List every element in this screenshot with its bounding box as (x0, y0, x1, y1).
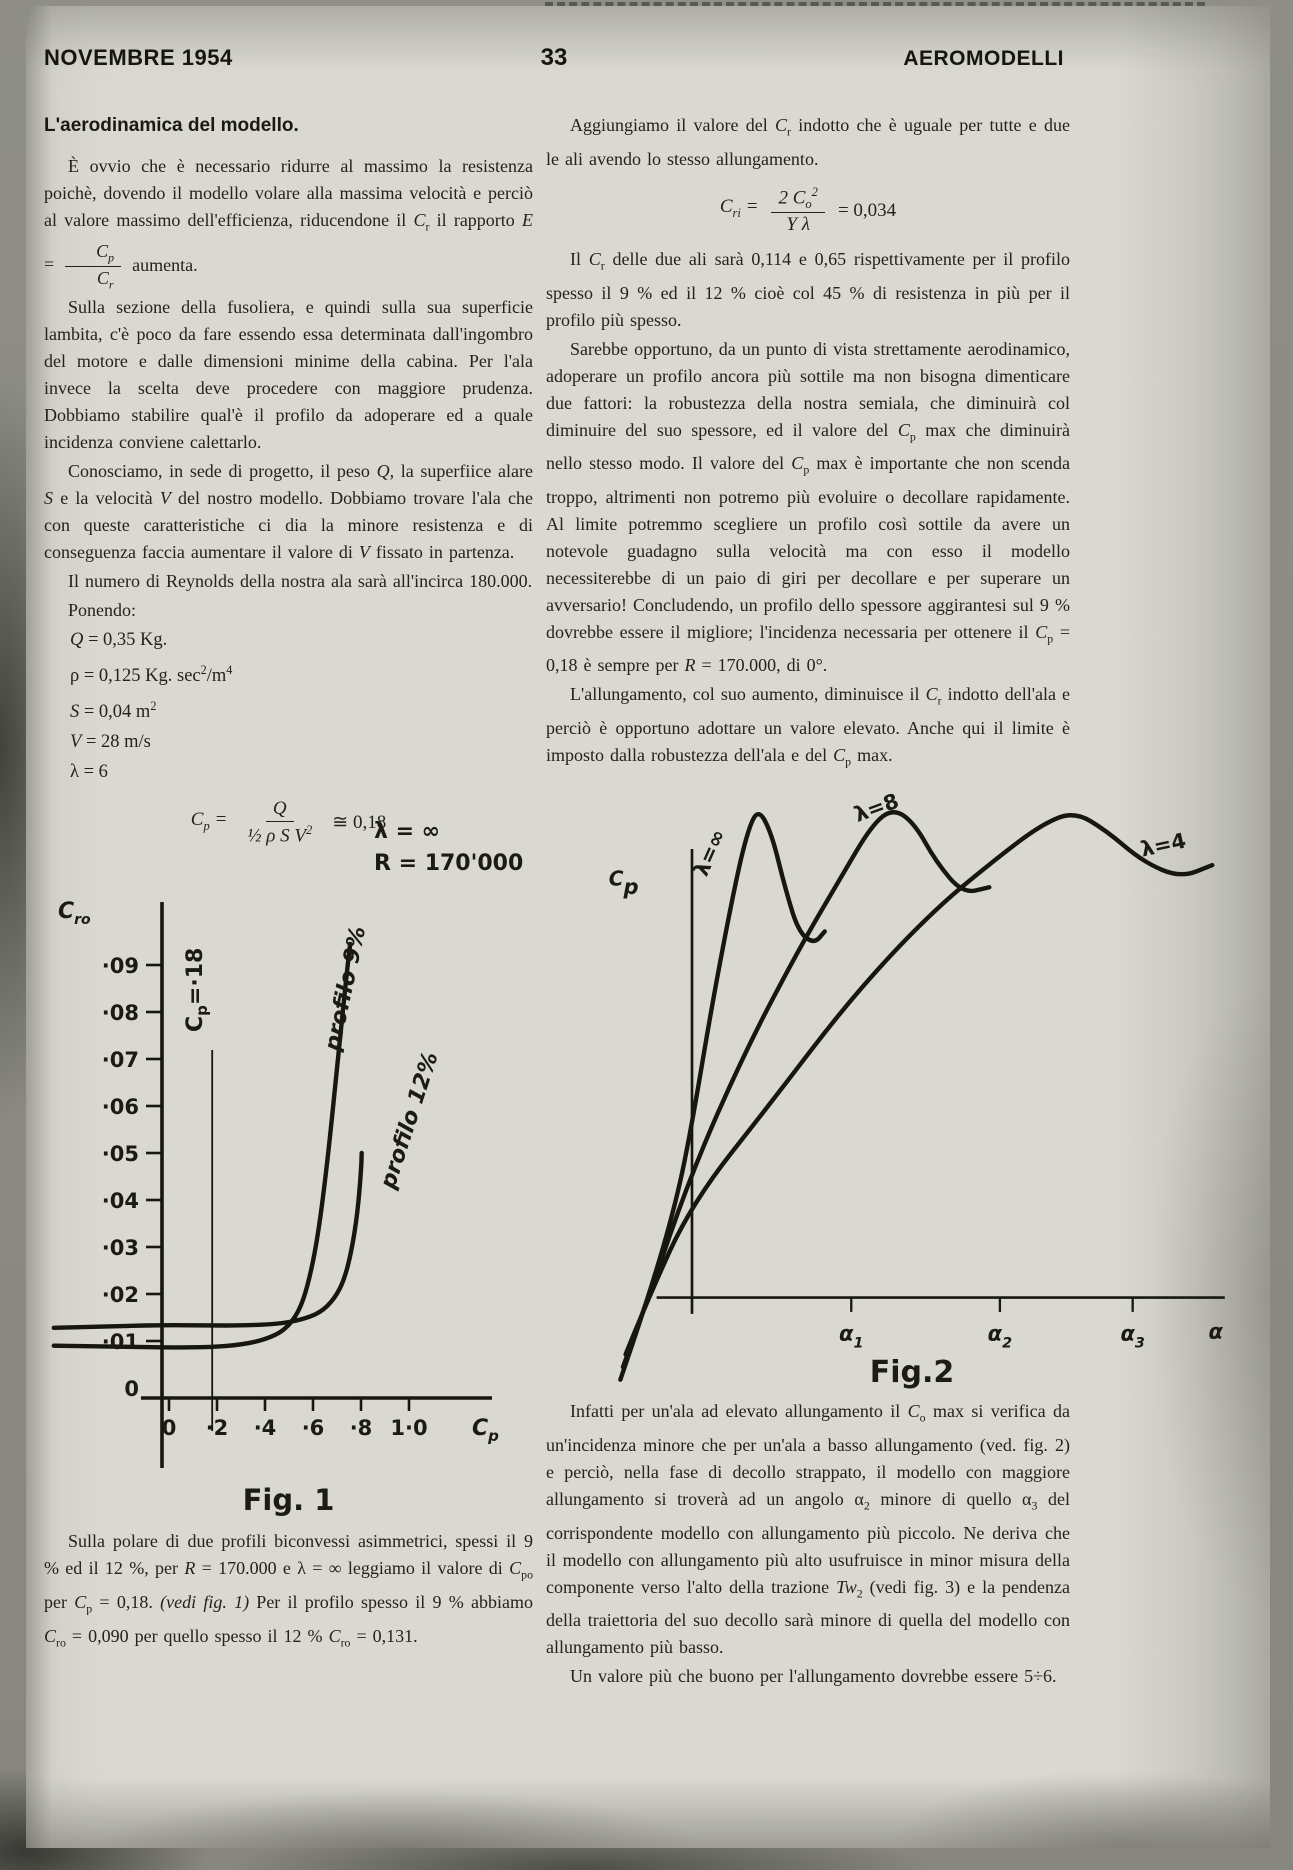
definition-item: λ = 6 (70, 762, 108, 783)
fig2-cp-alpha-chart (582, 782, 1242, 1356)
figure-2 (546, 782, 1223, 1391)
fig1-y-tick-label: ·09 (101, 954, 139, 979)
formula-lhs: $C_p$ = (190, 809, 228, 833)
definition-item: S = 0,04 $m^2$ (70, 699, 157, 723)
right-column (546, 112, 1223, 1692)
fig2-y-axis-label: Cp (608, 865, 639, 899)
fig2-caption: Fig.2 (869, 1355, 955, 1391)
fig1-y-tick-label: ·05 (101, 1142, 139, 1167)
paragraph: Il $C_r$ delle due ali sarà 0,114 e 0,65 rispettivamente per il profilo spesso il 9 % ed il 12 % cioè col 45 % di resistenza in più per il profilo più spesso. (546, 248, 1070, 330)
fig1-annotation-0: λ = ∞ (374, 819, 440, 845)
fig1-annotation-1: R = 170'000 (374, 851, 524, 877)
inline-fraction (65, 241, 121, 293)
formula-rhs: = 0,034 (837, 199, 897, 221)
paragraph: Sulla sezione della fusoliera, e quindi sulla sua superficie lambita, c'è poco da fare essendo essa determinata dall'ingombro del motore e dalle dimensioni minime della cabina. Per l'ala invece la scelta deve procedere con maggiore prudenza. Dobbiamo stabilire qual'è il profilo da adoperare ed a quale incidenza conviene calettarlo. (44, 297, 533, 453)
figure-1 (44, 805, 533, 1518)
fraction-denominator: ½ ρ S $V^2$ (247, 823, 313, 847)
paragraph: L'allungamento, col suo aumento, diminuisce il $C_r$ indotto dell'ala e perciò è opportuno adottare un valore elevato. Anche qui il limite è imposto dalla robustezza dell'ala e del $C_p$ max. (546, 684, 1070, 769)
fig1-series-label-1: profilo 12% (375, 1049, 444, 1193)
ponendo-label: Ponendo: (68, 600, 137, 621)
fraction-numerator: $C_p$ (65, 241, 121, 267)
fig2-series-label-1: λ=8 (850, 787, 903, 827)
page-header (44, 44, 1064, 72)
fig1-y-tick-label: ·06 (101, 1095, 139, 1120)
formula-fraction (240, 798, 319, 847)
definition-list (70, 627, 533, 786)
fig1-x-tick-label: ·8 (349, 1416, 373, 1441)
fig1-y-tick-label: ·03 (101, 1236, 139, 1261)
article-title: L'aerodinamica del modello. (44, 115, 299, 136)
fig1-x-tick-label: 1·0 (390, 1416, 428, 1441)
paragraph-text: È ovvio che è necessario ridurre al massimo la resistenza poichè, dovendo il modello volare alla massima velocità e perciò al valore massimo dell'efficienza, riducendone il $C_r$ il rapporto E = (44, 156, 534, 275)
cri-formula (546, 185, 1070, 236)
fig1-x-axis-label: $C_p$ (472, 1416, 499, 1446)
paragraph-text: aumenta. (132, 254, 198, 275)
fig1-y-tick-label: ·01 (101, 1330, 139, 1355)
fig1-caption: Fig. 1 (242, 1483, 335, 1518)
formula-lhs: $C_{ri}$ = (719, 196, 759, 221)
fraction-numerator: Q (266, 798, 294, 822)
fraction-denominator: Y λ (786, 214, 810, 236)
paragraph: Un valore più che buono per l'allungamento dovrebbe essere 5÷6. (570, 1666, 1057, 1687)
fig1-x-tick-label: 0 (161, 1416, 177, 1441)
fig1-series-label-0: profilo 9% (320, 924, 372, 1054)
fraction-numerator: 2 $C_o^2$ (771, 185, 824, 214)
fig1-y-tick-label: ·07 (101, 1048, 139, 1073)
paragraph: Sarebbe opportuno, da un punto di vista strettamente aerodinamico, adoperare un profilo ancora più sottile ma non bisogna dimenticare due fattori: la robustezza della nostra semiala, che diminuirà col diminuire del suo spessore, ed il valore del $C_p$ max che diminuirà nello stesso modo. Il valore del $C_p$ max è importante che non scenda troppo, altrimenti non potremo più evoluire o decollare rapidamente. Al limite potremmo scegliere un profilo così sottile da avere un notevole guadagno sulla velocità ma con esso il modello necessiterebbe di un paio di giri per decollare e per superare un avversario! Concludendo, un profilo dello spessore aggirantesi sul 9 % dovrebbe essere il migliore; l'incidenza necessaria per ottenere il $C_p = 0,18$ è sempre per R = 170.000, di 0°. (546, 338, 1070, 676)
fraction-denominator: $C_r$ (96, 267, 114, 292)
fig2-x-tick-label-0: $\alpha_1$ (839, 1320, 864, 1351)
page-number: 33 (540, 44, 568, 71)
fig2-x-axis-label: α (1208, 1318, 1223, 1344)
issue-date: NOVEMBRE 1954 (44, 45, 233, 70)
paragraph (44, 153, 533, 292)
fig1-y-tick-label: ·08 (101, 1001, 139, 1026)
scan-artifact-dashes (545, 2, 1205, 6)
paragraph: Infatti per un'ala ad elevato allungamento il $C_o$ max si verifica da un'incidenza minore che per un'ala a basso allungamento (ved. fig. 2) e perciò, nella fase di decollo strappato, il modello con maggiore allungamento si troverà ad un angolo $\alpha_2$ minore di quello $\alpha_3$ del corrispondente modello con allungamento più piccolo. Ne deriva che il modello con allungamento più alto usufruisce in minor misura della componente verso l'alto della trazione $Tw_2$ (vedi fig. 3) e la pendenza della traiettoria del suo decollo sarà minore di quella del modello con allungamento più basso. (546, 1401, 1070, 1658)
paragraph: Conosciamo, in sede di progetto, il peso Q, la superfiice alare S e la velocità V del nostro modello. Dobbiamo trovare l'ala che con queste caratteristiche ci dia la minore resistenza e di conseguenza faccia aumentare il valore di V fissato in partenza. (44, 461, 533, 563)
formula-rhs: ≅ 0,18 (332, 812, 387, 834)
definition-item: V = 28 m/s (70, 732, 151, 753)
fig1-cp018-marker-label: $C_p=\cdot 18$ (183, 948, 212, 1033)
fig1-x-tick-label: ·4 (253, 1416, 277, 1441)
paragraph: Il numero di Reynolds della nostra ala sarà all'incirca 180.000. (68, 571, 533, 592)
fig1-y-axis-label: $C_{ro}$ (58, 899, 91, 929)
fig1-y-tick-label: ·02 (101, 1283, 139, 1308)
fig1-y-tick-label: ·04 (101, 1189, 139, 1214)
definition-item: Q = 0,35 Kg. (70, 630, 168, 651)
paragraph: Sulla polare di due profili biconvessi asimmetrici, spessi il 9 % ed il 12 %, per R = 170.000 e λ = ∞ leggiamo il valore di $C_{po}$ per $C_p = 0,18$. (vedi fig. 1) Per il profilo spesso il 9 % abbiamo $C_{ro} = 0,090$ per quello spesso il 12 % $C_{ro} = 0,131$. (44, 1531, 534, 1650)
left-column (44, 112, 533, 1658)
fig1-y-tick-label: 0 (124, 1377, 139, 1402)
fig2-series-label-0: λ=∞ (688, 824, 731, 880)
magazine-name: AEROMODELLI (903, 47, 1064, 70)
fig1-polar-chart (44, 805, 524, 1485)
fig1-x-tick-label: ·6 (301, 1416, 325, 1441)
fig2-curve-1 (623, 812, 989, 1367)
fig2-x-tick-label-1: $\alpha_2$ (987, 1320, 1013, 1351)
fig1-x-tick-label: ·2 (205, 1416, 229, 1441)
definition-item: ρ = 0,125 Kg. $\sec^2/m^4$ (70, 663, 233, 687)
formula-fraction (771, 185, 824, 236)
fig2-x-tick-label-2: $\alpha_3$ (1120, 1320, 1145, 1351)
fig2-curve-2 (626, 815, 1213, 1354)
fig2-series-label-2: λ=4 (1138, 827, 1189, 862)
paragraph: Aggiungiamo il valore del $C_r$ indotto che è uguale per tutte e due le ali avendo lo stesso allungamento. (546, 115, 1070, 169)
